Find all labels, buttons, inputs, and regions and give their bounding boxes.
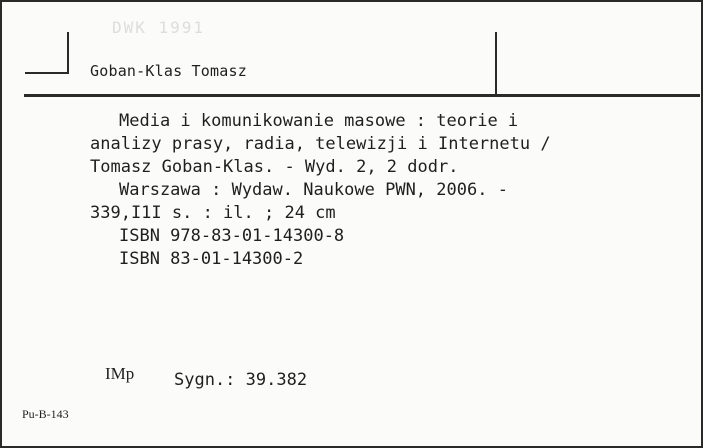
author-heading: Goban-Klas Tomasz xyxy=(90,62,247,80)
title-line-3: Tomasz Goban-Klas. - Wyd. 2, 2 dodr. xyxy=(90,157,459,177)
heading-bracket-vertical xyxy=(67,32,69,73)
title-line-2: analizy prasy, radia, telewizji i Internetu / xyxy=(90,134,551,154)
publication-line-1: Warszawa : Wydaw. Naukowe PWN, 2006. - xyxy=(119,180,508,200)
faint-background-text: DWK 1991 xyxy=(112,18,206,37)
isbn-line-1: ISBN 978-83-01-14300-8 xyxy=(119,226,345,246)
heading-underline-rule xyxy=(24,94,700,97)
heading-right-rule xyxy=(495,32,497,96)
isbn-line-2: ISBN 83-01-14300-2 xyxy=(119,249,304,269)
location-mark: IMp xyxy=(105,364,135,383)
publication-line-2: 339,I1I s. : il. ; 24 cm xyxy=(90,203,336,223)
call-number: Sygn.: 39.382 xyxy=(174,370,308,390)
title-line-1: Media i komunikowanie masowe : teorie i xyxy=(119,111,519,131)
card-stamp: Pu-B-143 xyxy=(22,407,69,421)
heading-bracket-horizontal xyxy=(25,72,69,74)
